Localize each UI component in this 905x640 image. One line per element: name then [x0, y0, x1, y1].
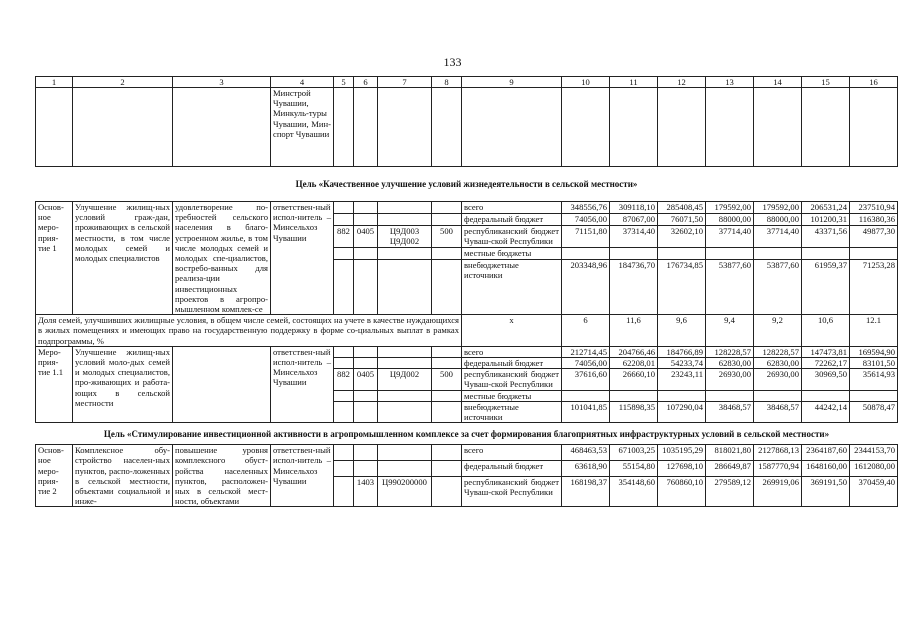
col-number: 10 — [562, 77, 610, 88]
indicator-mark: x — [462, 315, 562, 347]
cell-value: 1035195,29 — [658, 445, 706, 461]
indicator-value: 11,6 — [610, 315, 658, 347]
activity-name: Комплексное обу-стройство населен-ных пунктов, распо-ложенных в сельской местности, объектами социальной и инже- — [73, 445, 173, 507]
cell-value: 71151,80 — [562, 225, 610, 248]
target-article: Ц990200000 — [378, 477, 432, 507]
cell-value: 101200,31 — [802, 213, 850, 225]
funding-source: внебюджетные источники — [462, 260, 562, 315]
cell-value: 62208,01 — [610, 358, 658, 369]
cell-value: 61959,37 — [802, 260, 850, 315]
funding-source: федеральный бюджет — [462, 358, 562, 369]
cell-value: 83101,50 — [850, 358, 898, 369]
cell-value: 115898,35 — [610, 401, 658, 422]
cell-value: 1612080,00 — [850, 461, 898, 477]
grbs-code: 882 — [334, 369, 354, 390]
grbs-code — [334, 477, 354, 507]
cell-value: 43371,56 — [802, 225, 850, 248]
cell-value: 101041,85 — [562, 401, 610, 422]
cell-value: 369191,50 — [802, 477, 850, 507]
target-article: Ц9Д003 Ц9Д002 — [378, 225, 432, 248]
cell-value: 147473,81 — [802, 346, 850, 357]
funding-source: федеральный бюджет — [462, 213, 562, 225]
cell-value: 370459,40 — [850, 477, 898, 507]
funding-source: местные бюджеты — [462, 390, 562, 401]
col-number: 9 — [462, 77, 562, 88]
funding-source: всего — [462, 445, 562, 461]
activity-name: Улучшение жилищ-ных условий граж-дан, проживающих в сельской местности, в том числе молодых семей и молодых специалистов — [73, 202, 173, 315]
cell-value: 55154,80 — [610, 461, 658, 477]
cell-value: 74056,00 — [562, 358, 610, 369]
cell-value: 37314,40 — [610, 225, 658, 248]
cell-value: 23243,11 — [658, 369, 706, 390]
cell-value: 32602,10 — [658, 225, 706, 248]
executor-cell: Минстрой Чувашии, Минкуль-туры Чувашии, Мин-спорт Чувашии — [271, 88, 334, 167]
section-code: 0405 — [354, 225, 378, 248]
activity-purpose: повышение уровня комплексного обуст-ройства населенных пунктов, расположен-ных в сельской мест-ности, объектами — [173, 445, 271, 507]
cell-value: 348556,76 — [562, 202, 610, 214]
cell-value: 62830,00 — [754, 358, 802, 369]
cell-value: 179592,00 — [754, 202, 802, 214]
col-number: 7 — [378, 77, 432, 88]
cell-value: 818021,80 — [706, 445, 754, 461]
cell-value: 53877,60 — [754, 260, 802, 315]
cell-value: 44242,14 — [802, 401, 850, 422]
cell-value: 63618,90 — [562, 461, 610, 477]
activity-type: Меро-прия-тие 1.1 — [36, 346, 73, 422]
col-number: 13 — [706, 77, 754, 88]
cell-value: 203348,96 — [562, 260, 610, 315]
funding-source: федеральный бюджет — [462, 461, 562, 477]
cell-value: 128228,57 — [706, 346, 754, 357]
cell-value: 2364187,60 — [802, 445, 850, 461]
cell-value: 88000,00 — [754, 213, 802, 225]
col-number: 11 — [610, 77, 658, 88]
goal-row — [36, 423, 898, 445]
col-number: 14 — [754, 77, 802, 88]
responsible-executor: ответствен-ный испол-нитель – Минсельхоз Чувашии — [271, 346, 334, 422]
cell-value: 38468,57 — [754, 401, 802, 422]
cell-value: 671003,25 — [610, 445, 658, 461]
cell-value: 169594,90 — [850, 346, 898, 357]
funding-source: внебюджетные источники — [462, 401, 562, 422]
goal-title: Цель «Качественное улучшение условий жизнедеятельности в сельской местности» — [36, 167, 898, 202]
activity-type: Основ-ное меро-прия-тие 1 — [36, 202, 73, 315]
funding-source: республиканский бюджет Чуваш-ской Республики — [462, 225, 562, 248]
col-number: 12 — [658, 77, 706, 88]
goal-row — [36, 167, 898, 202]
col-number: 6 — [354, 77, 378, 88]
expense-type: 500 — [432, 369, 462, 390]
col-number: 1 — [36, 77, 73, 88]
cell-value: 285408,45 — [658, 202, 706, 214]
activity-type: Основ-ное меро-прия-тие 2 — [36, 445, 73, 507]
goal-title: Цель «Стимулирование инвестиционной активности в агропромышленном комплексе за счет формирования благоприятных инфраструктурных условий в сельской местности» — [36, 423, 898, 445]
cell-value: 204766,46 — [610, 346, 658, 357]
table-row — [36, 445, 898, 461]
cell-value: 309118,10 — [610, 202, 658, 214]
indicator-value: 6 — [562, 315, 610, 347]
col-number: 8 — [432, 77, 462, 88]
grbs-code: 882 — [334, 225, 354, 248]
cell-value: 279589,12 — [706, 477, 754, 507]
cell-value: 62830,00 — [706, 358, 754, 369]
program-table — [35, 76, 898, 507]
funding-source: всего — [462, 202, 562, 214]
cell-value: 286649,87 — [706, 461, 754, 477]
cell-value: 168198,37 — [562, 477, 610, 507]
funding-source: местные бюджеты — [462, 248, 562, 260]
col-number: 15 — [802, 77, 850, 88]
cell-value: 176734,85 — [658, 260, 706, 315]
cell-value: 269919,06 — [754, 477, 802, 507]
col-number: 16 — [850, 77, 898, 88]
cell-value: 49877,30 — [850, 225, 898, 248]
cell-value: 184766,89 — [658, 346, 706, 357]
responsible-executor: ответствен-ный испол-нитель – Минсельхоз Чувашии — [271, 445, 334, 507]
cell-value: 128228,57 — [754, 346, 802, 357]
target-article: Ц9Д002 — [378, 369, 432, 390]
col-number: 5 — [334, 77, 354, 88]
section-code: 0405 — [354, 369, 378, 390]
cell-value: 50878,47 — [850, 401, 898, 422]
cell-value: 1587770,94 — [754, 461, 802, 477]
cell-value: 206531,24 — [802, 202, 850, 214]
table-row — [36, 202, 898, 214]
cell-value: 107290,04 — [658, 401, 706, 422]
col-number: 3 — [173, 77, 271, 88]
cell-value: 54233,74 — [658, 358, 706, 369]
indicator-value: 9,6 — [658, 315, 706, 347]
cell-value: 37616,60 — [562, 369, 610, 390]
cell-value: 37714,40 — [754, 225, 802, 248]
cell-value: 760860,10 — [658, 477, 706, 507]
indicator-value: 12.1 — [850, 315, 898, 347]
cell-value: 127698,10 — [658, 461, 706, 477]
indicator-value: 10,6 — [802, 315, 850, 347]
cell-value: 354148,60 — [610, 477, 658, 507]
cell-value: 184736,70 — [610, 260, 658, 315]
funding-source: республиканский бюджет Чуваш-ской Республики — [462, 477, 562, 507]
indicator-value: 9,4 — [706, 315, 754, 347]
funding-source: всего — [462, 346, 562, 357]
expense-type — [432, 477, 462, 507]
cell-value: 30969,50 — [802, 369, 850, 390]
cell-value: 2127868,13 — [754, 445, 802, 461]
continued-row — [36, 88, 898, 167]
cell-value: 88000,00 — [706, 213, 754, 225]
cell-value: 87067,00 — [610, 213, 658, 225]
cell-value: 26660,10 — [610, 369, 658, 390]
cell-value: 74056,00 — [562, 213, 610, 225]
cell-value: 37714,40 — [706, 225, 754, 248]
indicator-text: Доля семей, улучшивших жилищные условия, в общем числе семей, состоящих на учете в качестве нуждающихся в жилых помещениях и имеющих право на государственную поддержку в форме со-циальных выплат в рамках подпрограммы, % — [36, 315, 462, 347]
cell-value: 179592,00 — [706, 202, 754, 214]
indicator-row — [36, 315, 898, 347]
col-number: 4 — [271, 77, 334, 88]
responsible-executor: ответствен-ный испол-нитель – Минсельхоз Чувашии — [271, 202, 334, 315]
cell-value: 2344153,70 — [850, 445, 898, 461]
cell-value: 71253,28 — [850, 260, 898, 315]
cell-value: 53877,60 — [706, 260, 754, 315]
cell-value: 468463,53 — [562, 445, 610, 461]
cell-value: 212714,45 — [562, 346, 610, 357]
cell-value: 1648160,00 — [802, 461, 850, 477]
col-number: 2 — [73, 77, 173, 88]
cell-value: 38468,57 — [706, 401, 754, 422]
cell-value: 72262,17 — [802, 358, 850, 369]
section-code: 1403 — [354, 477, 378, 507]
cell-value: 26930,00 — [754, 369, 802, 390]
indicator-value: 9,2 — [754, 315, 802, 347]
cell-value: 237510,94 — [850, 202, 898, 214]
cell-value: 76071,50 — [658, 213, 706, 225]
cell-value: 26930,00 — [706, 369, 754, 390]
cell-value: 35614,93 — [850, 369, 898, 390]
cell-value: 116380,36 — [850, 213, 898, 225]
page-number: 133 — [443, 55, 462, 69]
column-number-row — [36, 77, 898, 88]
table-row — [36, 346, 898, 357]
expense-type: 500 — [432, 225, 462, 248]
activity-purpose: удовлетворение по-требностей сельского населения в благо-устроенном жилье, в том числе молодых семей и молодых спе-циалистов, востребо-ванных для реализа-ции инвестиционных проектов в агропро-мышленном комплек-се — [173, 202, 271, 315]
funding-source: республиканский бюджет Чуваш-ской Республики — [462, 369, 562, 390]
activity-name: Улучшение жилищ-ных условий моло-дых семей и молодых специалистов, про-живающих и работа-ющих в сельской местности — [73, 346, 173, 422]
